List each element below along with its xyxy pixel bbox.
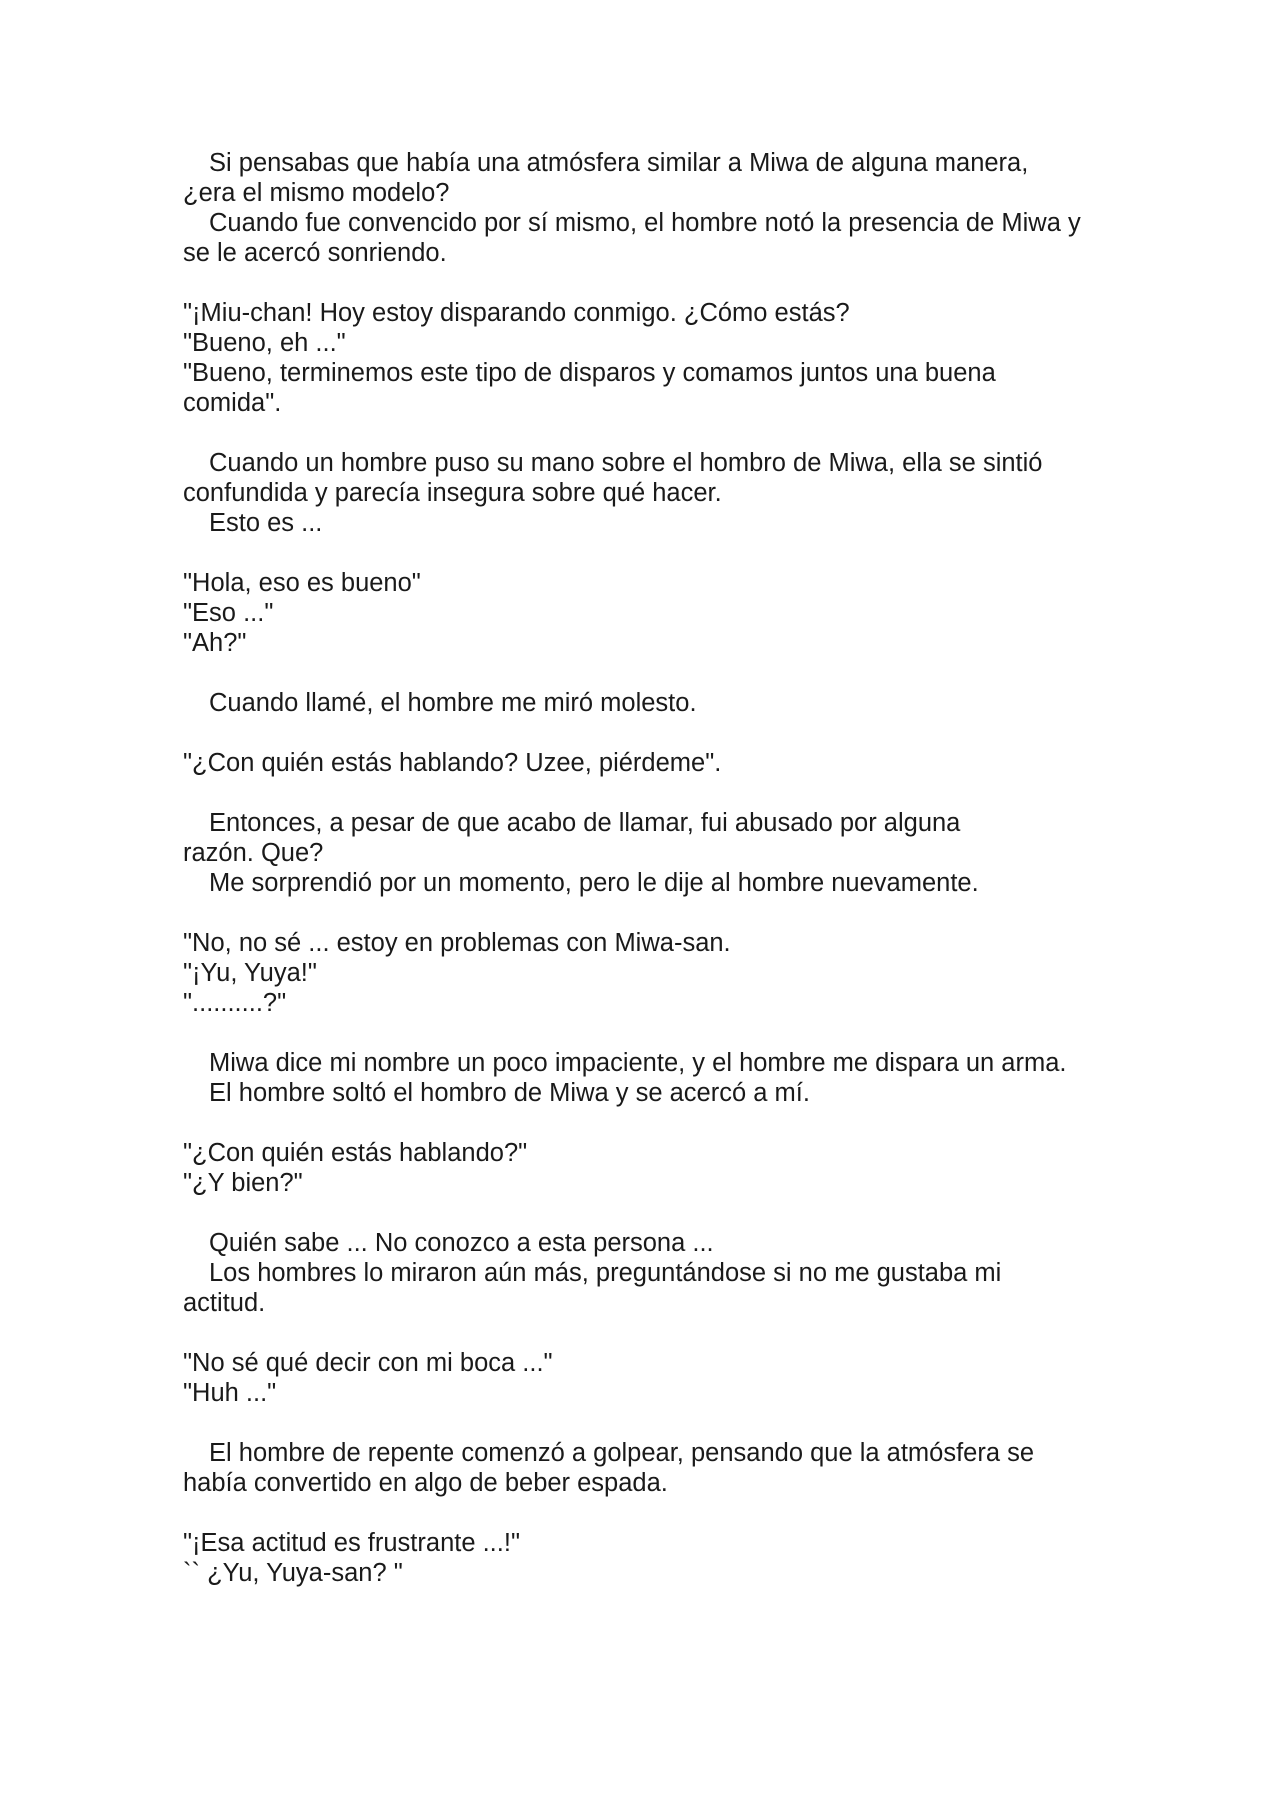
dialogue-line: "¡Yu, Yuya!" <box>183 959 317 987</box>
text-line: Cuando un hombre puso su mano sobre el hombro de Miwa, ella se sintió <box>209 449 1043 477</box>
blank-line <box>183 898 1113 928</box>
dialogue-line: "..........?" <box>183 989 287 1017</box>
text-line: había convertido en algo de beber espada. <box>183 1469 668 1497</box>
text-line: Me sorprendió por un momento, pero le dije al hombre nuevamente. <box>209 869 979 897</box>
blank-line <box>183 778 1113 808</box>
blank-line <box>183 1018 1113 1048</box>
text-line: Entonces, a pesar de que acabo de llamar, fui abusado por alguna <box>209 809 961 837</box>
text-line: Cuando fue convencido por sí mismo, el hombre notó la presencia de Miwa y <box>209 209 1081 237</box>
dialogue-line: "Bueno, eh ..." <box>183 329 346 357</box>
text-line: Esto es ... <box>209 509 323 537</box>
dialogue-line: "¿Con quién estás hablando?" <box>183 1139 528 1167</box>
blank-line <box>183 1198 1113 1228</box>
blank-line <box>183 418 1113 448</box>
text-line: Cuando llamé, el hombre me miró molesto. <box>209 689 697 717</box>
dialogue-line: "Ah?" <box>183 629 247 657</box>
dialogue-line: "¡Miu-chan! Hoy estoy disparando conmigo. ¿Cómo estás? <box>183 299 850 327</box>
blank-line <box>183 1498 1113 1528</box>
text-line: se le acercó sonriendo. <box>183 239 447 267</box>
blank-line <box>183 718 1113 748</box>
dialogue-line: "Hola, eso es bueno" <box>183 569 421 597</box>
dialogue-line: "¿Con quién estás hablando? Uzee, piérdeme". <box>183 749 722 777</box>
blank-line <box>183 1108 1113 1138</box>
dialogue-line: "Huh ..." <box>183 1379 277 1407</box>
dialogue-line: "¡Esa actitud es frustrante ...!" <box>183 1529 520 1557</box>
blank-line <box>183 1408 1113 1438</box>
text-line: confundida y parecía insegura sobre qué hacer. <box>183 479 722 507</box>
text-line: actitud. <box>183 1289 266 1317</box>
dialogue-line: "No sé qué decir con mi boca ..." <box>183 1349 553 1377</box>
blank-line <box>183 658 1113 688</box>
dialogue-line: "No, no sé ... estoy en problemas con Miwa-san. <box>183 929 731 957</box>
body-text <box>183 148 1113 1588</box>
text-line: Si pensabas que había una atmósfera similar a Miwa de alguna manera, <box>209 149 1029 177</box>
text-line: El hombre de repente comenzó a golpear, pensando que la atmósfera se <box>209 1439 1035 1467</box>
dialogue-line: comida". <box>183 389 282 417</box>
text-line: razón. Que? <box>183 839 324 867</box>
blank-line <box>183 268 1113 298</box>
text-line: Los hombres lo miraron aún más, preguntándose si no me gustaba mi <box>209 1259 1002 1287</box>
blank-line <box>183 538 1113 568</box>
text-line: Quién sabe ... No conozco a esta persona ... <box>209 1229 714 1257</box>
blank-line <box>183 1318 1113 1348</box>
dialogue-line: "¿Y bien?" <box>183 1169 303 1197</box>
text-line: ¿era el mismo modelo? <box>183 179 450 207</box>
text-line: El hombre soltó el hombro de Miwa y se acercó a mí. <box>209 1079 810 1107</box>
dialogue-line: `` ¿Yu, Yuya-san? " <box>183 1559 403 1587</box>
dialogue-line: "Bueno, terminemos este tipo de disparos y comamos juntos una buena <box>183 359 996 387</box>
text-line: Miwa dice mi nombre un poco impaciente, y el hombre me dispara un arma. <box>209 1049 1067 1077</box>
dialogue-line: "Eso ..." <box>183 599 274 627</box>
